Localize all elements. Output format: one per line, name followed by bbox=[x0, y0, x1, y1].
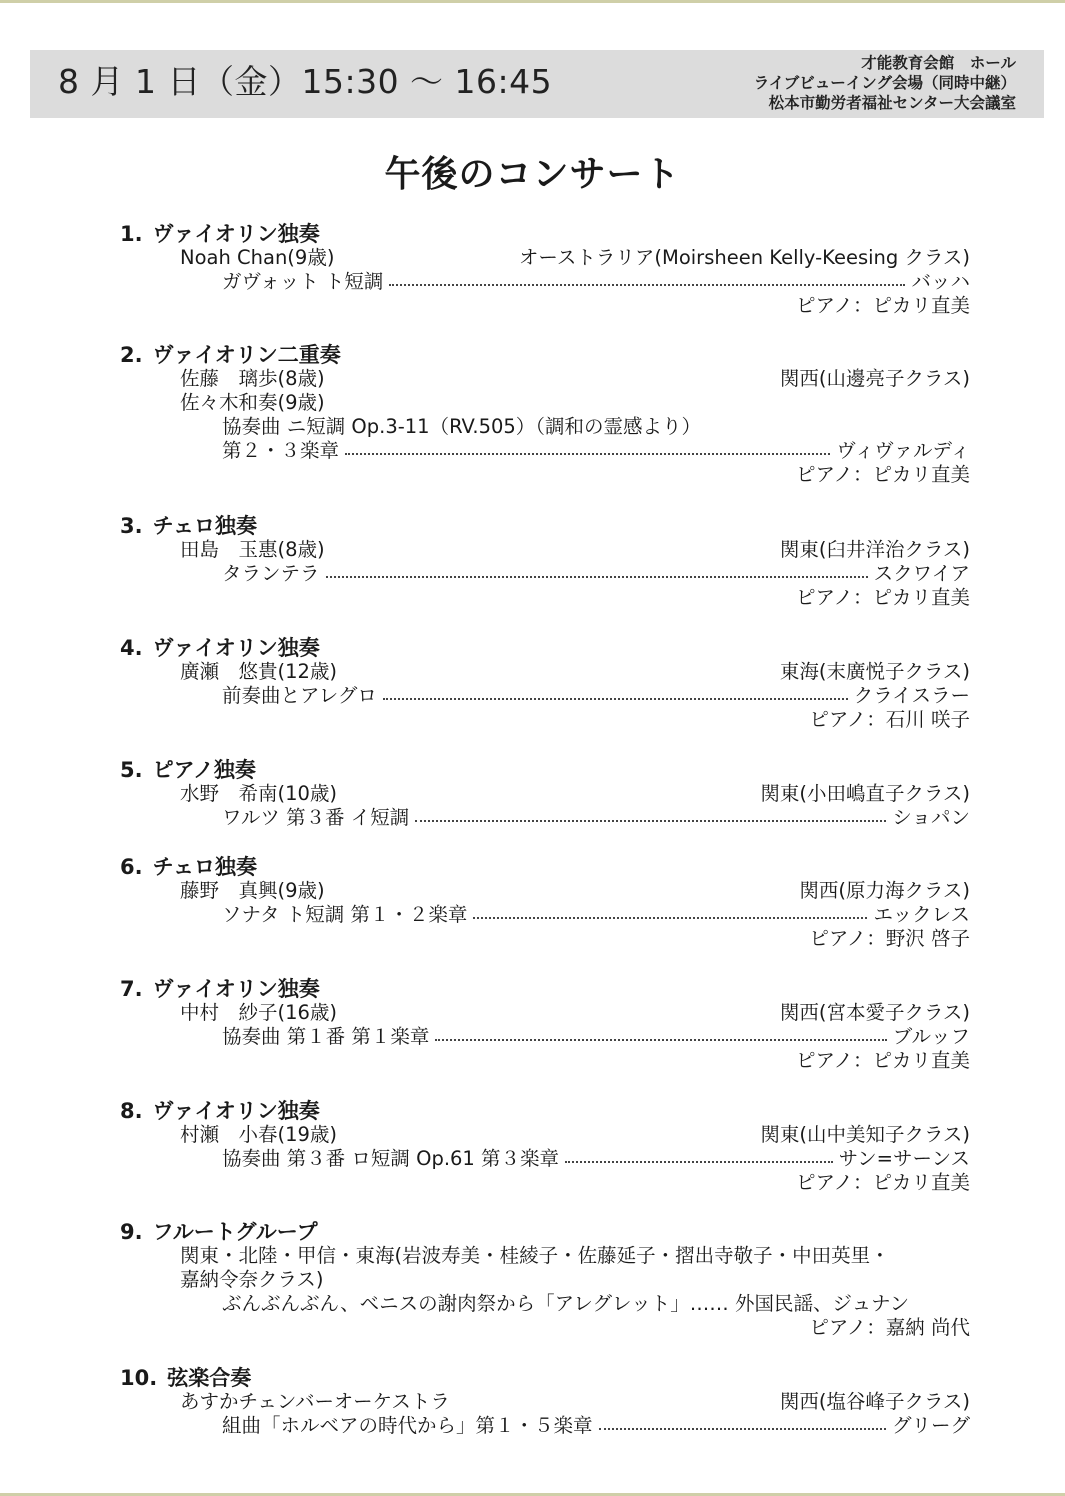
item-category: ヴァイオリン独奏 bbox=[152, 1099, 320, 1123]
top-rule bbox=[0, 0, 1065, 3]
teacher-class: 嘉納令奈クラス) bbox=[180, 1268, 324, 1291]
piece-title: ガヴォット ト短調 bbox=[222, 270, 384, 293]
event-date: 8 月 1 日（金）15:30 ～ 16:45 bbox=[58, 62, 553, 101]
performer: 中村 紗子(16歳) bbox=[180, 1001, 338, 1024]
venue-line: 才能教育会館 ホール bbox=[861, 54, 1016, 72]
piece-row bbox=[120, 806, 970, 830]
performer: 村瀬 小春(19歳) bbox=[180, 1123, 338, 1146]
composer: グリーグ bbox=[891, 1414, 970, 1437]
performer: 佐藤 璃歩(8歳) bbox=[180, 367, 325, 390]
leader-dots bbox=[473, 903, 867, 919]
piece-row bbox=[120, 1147, 970, 1171]
piece-title: 協奏曲 第１番 第１楽章 bbox=[222, 1025, 430, 1048]
header-band bbox=[30, 50, 1044, 118]
leader-dots bbox=[345, 439, 830, 455]
leader-dots bbox=[389, 270, 905, 286]
item-number: 5. bbox=[120, 758, 143, 782]
piece-row bbox=[120, 562, 970, 586]
piece-row bbox=[120, 439, 970, 463]
program-item-10 bbox=[120, 1366, 970, 1438]
piece-title: 協奏曲 ニ短調 Op.3-11（RV.505）（調和の霊感より） bbox=[222, 415, 702, 438]
page-title: 午後のコンサート bbox=[384, 154, 681, 195]
teacher-class: 関東(山中美知子クラス) bbox=[760, 1123, 970, 1146]
item-category: ヴァイオリン独奏 bbox=[152, 222, 320, 246]
accompanist: ピアノ：ピカリ直美 bbox=[796, 294, 970, 317]
item-category: ピアノ独奏 bbox=[152, 758, 256, 782]
performer: 水野 希南(10歳) bbox=[180, 782, 338, 805]
piece-row bbox=[120, 270, 970, 294]
program-item-1 bbox=[120, 222, 970, 318]
piece-row bbox=[120, 684, 970, 708]
leader-dots bbox=[383, 684, 848, 700]
performer: Noah Chan(9歳) bbox=[180, 246, 335, 269]
piece-title: タランテラ bbox=[222, 562, 320, 585]
accompanist: ピアノ：ピカリ直美 bbox=[796, 1049, 970, 1072]
item-number: 4. bbox=[120, 636, 143, 660]
piece-title: 協奏曲 第３番 ロ短調 Op.61 第３楽章 bbox=[222, 1147, 560, 1170]
accompanist: ピアノ：ピカリ直美 bbox=[796, 463, 970, 486]
teacher-class: 関東(小田嶋直子クラス) bbox=[760, 782, 970, 805]
composer: エックレス bbox=[873, 903, 970, 926]
piece-movements: 第２・３楽章 bbox=[222, 439, 340, 462]
composer: ブルッフ bbox=[892, 1025, 970, 1048]
composer: ヴィヴァルディ bbox=[836, 439, 970, 462]
piece-row bbox=[120, 1025, 970, 1049]
piece-title: ソナタ ト短調 第１・２楽章 bbox=[222, 903, 468, 926]
piece-title: ぶんぶんぶん、ベニスの謝肉祭から「アレグレット」…… 外国民謡、ジュナン bbox=[222, 1292, 910, 1315]
leader-dots bbox=[415, 806, 886, 822]
piece-title: 前奏曲とアレグロ bbox=[222, 684, 377, 707]
program-item-9 bbox=[120, 1220, 970, 1340]
program-item-2 bbox=[120, 343, 970, 487]
teacher-class: 関西(塩谷峰子クラス) bbox=[779, 1390, 970, 1413]
item-category: フルートグループ bbox=[152, 1220, 318, 1244]
program-item-7 bbox=[120, 977, 970, 1073]
performer: 廣瀬 悠貴(12歳) bbox=[180, 660, 338, 683]
item-category: ヴァイオリン独奏 bbox=[152, 636, 320, 660]
composer: ショパン bbox=[892, 806, 970, 829]
teacher-class: 関西(山邊亮子クラス) bbox=[779, 367, 970, 390]
accompanist: ピアノ：ピカリ直美 bbox=[796, 586, 970, 609]
leader-dots bbox=[599, 1414, 886, 1430]
item-category: チェロ独奏 bbox=[152, 855, 257, 879]
composer: クライスラー bbox=[853, 684, 970, 707]
item-category: ヴァイオリン独奏 bbox=[152, 977, 320, 1001]
composer: サン=サーンス bbox=[838, 1147, 970, 1170]
leader-dots bbox=[326, 562, 868, 578]
item-category: 弦楽合奏 bbox=[167, 1366, 252, 1390]
teacher-class: オーストラリア(Moirsheen Kelly-Keesing クラス) bbox=[518, 246, 970, 269]
leader-dots bbox=[435, 1025, 886, 1041]
piece-row bbox=[120, 1414, 970, 1438]
item-number: 6. bbox=[120, 855, 143, 879]
accompanist: ピアノ：野沢 啓子 bbox=[809, 927, 970, 950]
item-number: 10. bbox=[120, 1366, 158, 1390]
program-item-5 bbox=[120, 758, 970, 830]
teacher-class: 関西(原力海クラス) bbox=[799, 879, 970, 902]
item-number: 7. bbox=[120, 977, 143, 1001]
program-item-4 bbox=[120, 636, 970, 732]
teacher-class: 関西(宮本愛子クラス) bbox=[779, 1001, 970, 1024]
item-category: チェロ独奏 bbox=[152, 514, 257, 538]
piece-title: 組曲「ホルベアの時代から」第１・５楽章 bbox=[222, 1414, 593, 1437]
piece-title: ワルツ 第３番 イ短調 bbox=[222, 806, 410, 829]
item-number: 9. bbox=[120, 1220, 143, 1244]
accompanist: ピアノ：石川 咲子 bbox=[809, 708, 970, 731]
venue-info bbox=[754, 53, 1016, 113]
program-item-3 bbox=[120, 514, 970, 610]
leader-dots bbox=[565, 1147, 833, 1163]
composer: スクワイア bbox=[873, 562, 970, 585]
venue-line: ライブビューイング会場（同時中継） bbox=[753, 74, 1016, 92]
teacher-class: 関東・北陸・甲信・東海(岩波寿美・桂綾子・佐藤延子・摺出寺敬子・中田英里・ bbox=[180, 1244, 890, 1267]
venue-line: 松本市勤労者福祉センター大会議室 bbox=[768, 94, 1016, 112]
performer: あすかチェンバーオーケストラ bbox=[180, 1390, 450, 1413]
accompanist: ピアノ：嘉納 尚代 bbox=[809, 1316, 970, 1339]
teacher-class: 東海(末廣悦子クラス) bbox=[779, 660, 970, 683]
item-number: 3. bbox=[120, 514, 143, 538]
item-number: 2. bbox=[120, 343, 143, 367]
teacher-class: 関東(臼井洋治クラス) bbox=[779, 538, 970, 561]
piece-row bbox=[120, 903, 970, 927]
accompanist: ピアノ：ピカリ直美 bbox=[796, 1171, 970, 1194]
performer: 藤野 真興(9歳) bbox=[180, 879, 325, 902]
composer: バッハ bbox=[911, 270, 970, 293]
performer: 田島 玉惠(8歳) bbox=[180, 538, 325, 561]
program-item-8 bbox=[120, 1099, 970, 1195]
item-number: 1. bbox=[120, 222, 143, 246]
performer: 佐々木和奏(9歳) bbox=[180, 391, 325, 414]
item-number: 8. bbox=[120, 1099, 143, 1123]
item-category: ヴァイオリン二重奏 bbox=[152, 343, 341, 367]
program-item-6 bbox=[120, 855, 970, 951]
